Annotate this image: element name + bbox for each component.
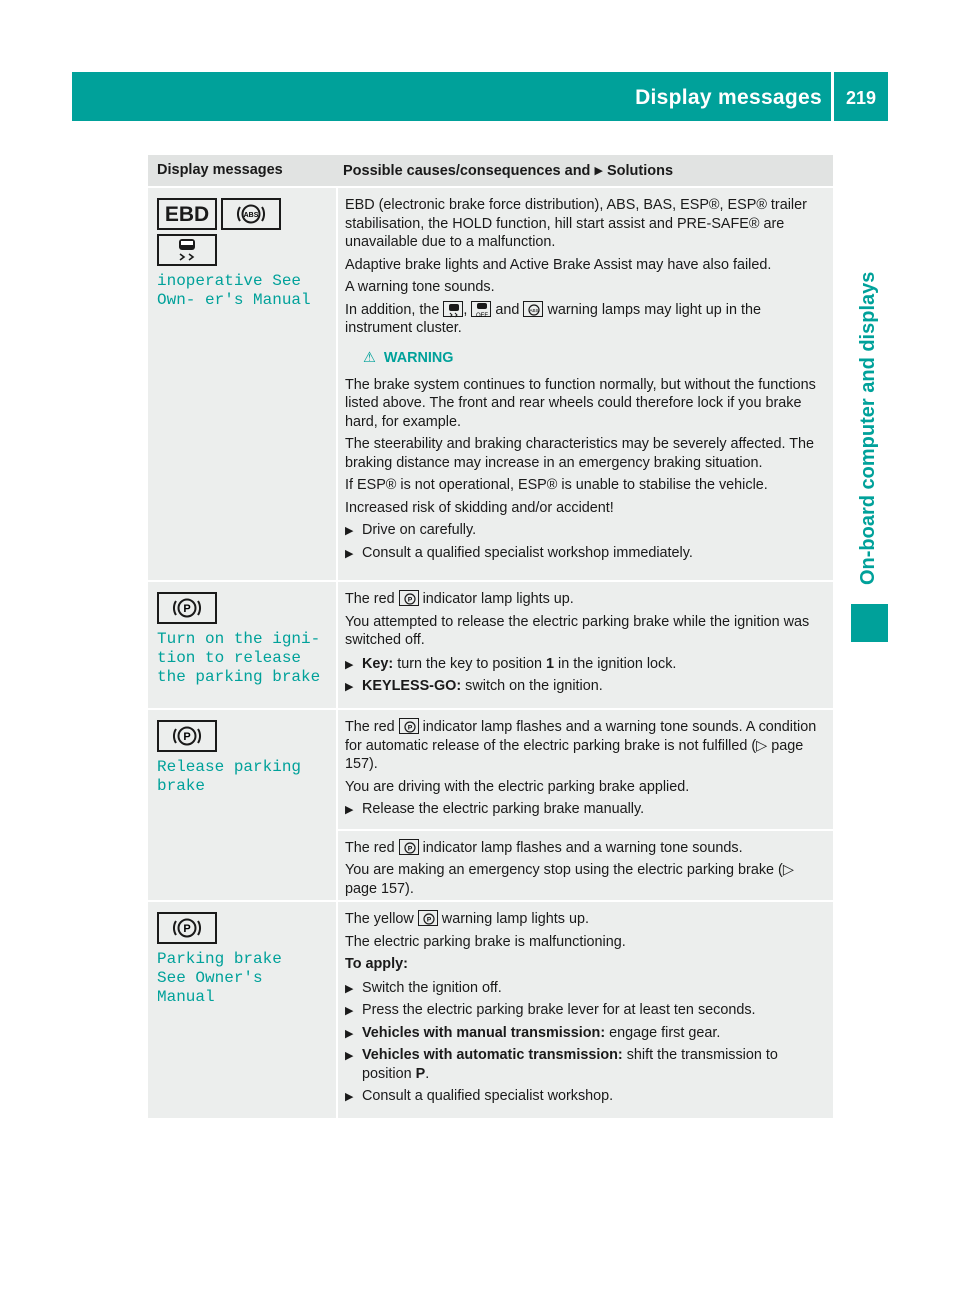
svg-text:P: P: [407, 724, 412, 732]
solution-cell: [336, 188, 833, 580]
warning-heading: ⚠ WARNING: [363, 349, 454, 366]
play-arrow-icon: ▶: [345, 1005, 354, 1017]
cause-text: You attempted to release the electric parking brake while the ignition was switched off.: [345, 613, 810, 648]
cause-text: EBD (electronic brake force distribution), ABS, BAS, ESP®, ESP® trailer stabilisation, the HOLD function, hill start assist and PRE-SAFE® are unavailable due to a malfunction.: [345, 197, 807, 250]
play-arrow-icon: ▶: [345, 1027, 354, 1040]
svg-text:P: P: [183, 923, 191, 935]
solution-cell: [336, 582, 833, 708]
play-arrow-icon: ▶: [345, 525, 354, 537]
col-header-causes: Possible causes/consequences and ▶ Solutions: [343, 163, 674, 179]
parking-brake-icon: [157, 592, 217, 624]
solution-step: ▶ Consult a qualified specialist workshop.: [345, 1087, 827, 1110]
cause-text: You are making an emergency stop using the electric parking brake (▷ page 157).: [345, 862, 794, 897]
play-arrow-icon: ▶: [345, 658, 354, 671]
warning-triangle-icon: ⚠: [363, 349, 376, 366]
svg-text:P: P: [426, 916, 431, 924]
solution-step: ▶ Consult a qualified specialist workshop immediately.: [345, 544, 827, 567]
display-message: Turn on the igni‐ tion to release the parking brake: [157, 630, 321, 686]
warning-text: The brake system continues to function normally, but without the functions listed above. The front and rear wheels could therefore lock if you brake hard, for example.: [345, 376, 816, 430]
cause-text: The electric parking brake is malfunctioning.: [345, 933, 626, 950]
cause-text: Adaptive brake lights and Active Brake Assist may have also failed.: [345, 256, 772, 273]
display-message: Release parking brake: [157, 758, 302, 795]
parking-brake-icon: [157, 912, 217, 944]
ebd-icon: EBD: [157, 198, 217, 230]
solution-step: ▶ Key: turn the key to position 1 in the ignition lock.: [345, 655, 827, 678]
message-cell: [148, 710, 336, 900]
solution-step: ▶ Vehicles with manual transmission: engage first gear.: [345, 1024, 827, 1047]
page-number: 219: [845, 88, 877, 108]
svg-text:P: P: [407, 596, 412, 604]
solution-step: ▶ KEYLESS-GO: switch on the ignition.: [345, 677, 827, 700]
play-arrow-icon: ▶: [345, 982, 354, 995]
svg-text:P: P: [183, 731, 191, 743]
table-row: [148, 186, 833, 580]
col-header-messages: Display messages: [157, 162, 283, 178]
svg-text:ABS: ABS: [529, 307, 539, 313]
svg-text:ABS: ABS: [243, 212, 259, 219]
abs-icon: [523, 301, 543, 317]
abs-icon: [221, 198, 281, 230]
warning-text: The steerability and braking characteristics may be severely affected. The braking distance may increase in an emergency braking situation.: [345, 436, 814, 471]
cause-text: To apply:: [345, 956, 408, 972]
display-message: inoperative See Own‐ er's Manual: [157, 272, 311, 309]
solution-cell: [336, 710, 833, 900]
page-title: Display messages: [635, 86, 822, 109]
cause-text: A warning tone sounds.: [345, 279, 495, 295]
skid-icon: [443, 301, 463, 317]
cause-text: In addition, the , OFF and ABS warning lamps may light up in the instrument cluster.: [345, 301, 762, 336]
solution-step: ▶ Drive on carefully.: [345, 521, 827, 544]
play-arrow-icon: ▶: [594, 165, 603, 177]
warning-text: Increased risk of skidding and/or accident!: [345, 499, 614, 516]
svg-text:P: P: [407, 845, 412, 852]
cause-text: You are driving with the electric parking brake applied.: [345, 778, 690, 795]
display-message: Parking brake See Owner's Manual: [157, 950, 282, 1006]
cause-text: The red P indicator lamp flashes and a warning tone sounds.: [345, 839, 743, 856]
message-cell: [148, 902, 336, 1118]
skid-icon: [157, 234, 217, 266]
message-cell: [148, 582, 336, 708]
table-header: [148, 155, 833, 186]
solution-step: ▶ Switch the ignition off.: [345, 979, 827, 1002]
message-cell: [148, 188, 336, 580]
play-arrow-icon: ▶: [345, 1091, 354, 1103]
svg-text:OFF: OFF: [476, 312, 489, 318]
solution-step: ▶ Vehicles with automatic transmission: shift the transmission to position P.: [345, 1046, 827, 1087]
parking-brake-icon: [157, 720, 217, 752]
solution-cell: [336, 902, 833, 1118]
side-tab-marker: [851, 604, 888, 642]
play-arrow-icon: ▶: [345, 1050, 354, 1062]
table-row: [148, 900, 833, 1118]
table-row: [148, 580, 833, 708]
warning-text: If ESP® is not operational, ESP® is unable to stabilise the vehicle.: [345, 477, 768, 493]
parking-brake-icon: [399, 590, 419, 606]
cause-text: The red P indicator lamp flashes and a warning tone sounds. A condition for automatic release of the electric parking brake is not fulfilled (▷ page 157).: [345, 719, 817, 772]
solution-step: ▶ Press the electric parking brake lever for at least ten seconds.: [345, 1001, 827, 1024]
solution-step: ▶ Release the electric parking brake manually.: [345, 800, 827, 823]
play-arrow-icon: ▶: [345, 804, 354, 816]
parking-brake-icon: [418, 910, 438, 926]
cause-text: The red P indicator lamp lights up.: [345, 591, 574, 607]
svg-text:P: P: [183, 603, 191, 615]
side-section-label: On-board computer and displays: [857, 271, 879, 585]
header-bar: [72, 72, 888, 121]
table-row: [148, 708, 833, 900]
parking-brake-icon: [399, 718, 419, 734]
play-arrow-icon: ▶: [345, 547, 354, 560]
play-arrow-icon: ▶: [345, 681, 354, 693]
parking-brake-icon: [399, 839, 419, 855]
cause-text: The yellow P warning lamp lights up.: [345, 911, 589, 927]
skid-off-icon: [471, 301, 491, 317]
messages-table: [148, 155, 833, 1118]
